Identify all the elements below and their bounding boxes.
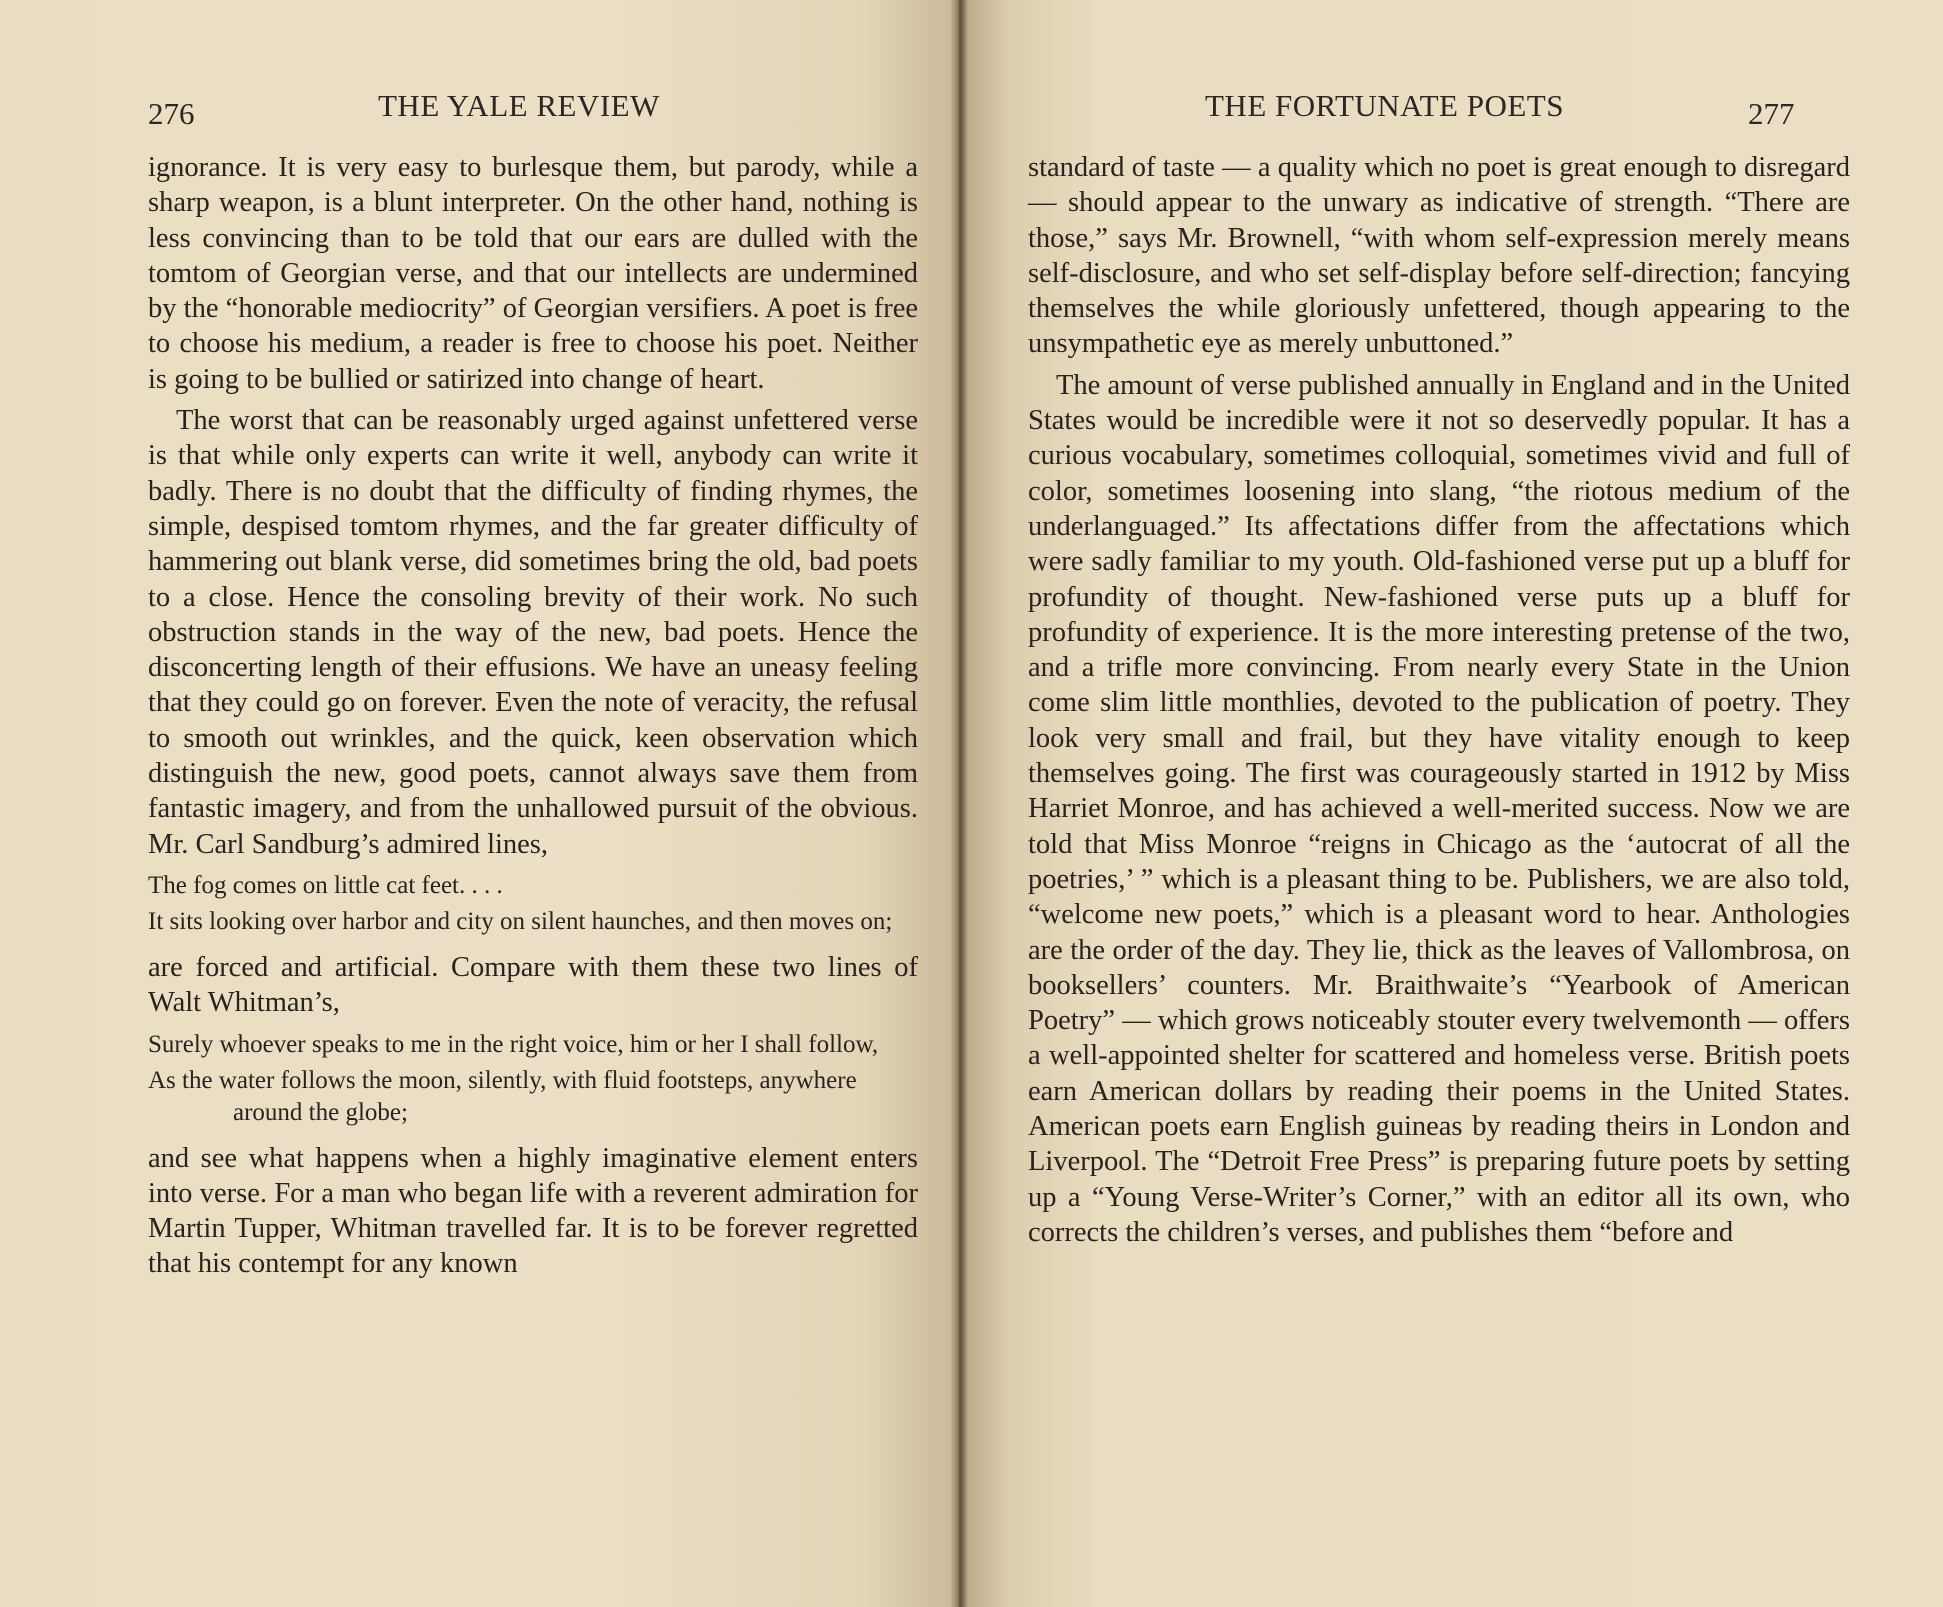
- paragraph: standard of taste — a quality which no poet is great enough to disregard — should appear to the unwary as indicative of strength. “There are those,” says Mr. Brownell, “with whom self-expression merely means self-disclosure, and who set self-display before self-direction; fancying themselves the while gloriously unfettered, though appearing to the unsympathetic eye as merely unbuttoned.”: [1028, 152, 1850, 360]
- right-page: [960, 0, 1943, 1607]
- block-quote-whitman: [148, 1029, 918, 1129]
- left-page-body: [148, 150, 918, 1282]
- right-running-head: THE FORTUNATE POETS: [1205, 88, 1564, 123]
- quote-line: It sits looking over harbor and city on silent haunches, and then moves on;: [148, 907, 893, 935]
- block-quote-sandburg: [148, 870, 918, 938]
- left-running-head: THE YALE REVIEW: [378, 88, 660, 123]
- left-page: [0, 0, 960, 1607]
- paragraph: are forced and artificial. Compare with them these two lines of Walt Whitman’s,: [148, 951, 918, 1019]
- book-gutter: [950, 0, 968, 1607]
- paragraph: The worst that can be reasonably urged against unfettered verse is that while only experts can write it well, anybody can write it badly. There is no doubt that the difficulty of finding rhymes, the simple, despised tomtom rhymes, and the far greater difficulty of hammering out blank verse, did sometimes bring the old, bad poets to a close. Hence the consoling brevity of their work. No such obstruction stands in the way of the new, bad poets. Hence the disconcerting length of their effusions. We have an uneasy feeling that they could go on forever. Even the note of veracity, the refusal to smooth out wrinkles, and the quick, keen observation which distinguish the new, good poets, cannot always save them from fantastic imagery, and from the unhallowed pursuit of the obvious. Mr. Carl Sandburg’s admired lines,: [148, 405, 918, 860]
- quote-line: As the water follows the moon, silently, with fluid footsteps, anywhere around the globe;: [148, 1066, 857, 1126]
- left-page-number: 276: [148, 96, 195, 131]
- right-page-body: [1028, 150, 1850, 1250]
- right-page-number: 277: [1748, 96, 1795, 131]
- paragraph: and see what happens when a highly imaginative element enters into verse. For a man who began life with a reverent admiration for Martin Tupper, Whitman travelled far. It is to be forever regretted that his contempt for any known: [148, 1142, 918, 1280]
- paragraph: ignorance. It is very easy to burlesque them, but parody, while a sharp weapon, is a blunt interpreter. On the other hand, nothing is less convincing than to be told that our ears are dulled with the tomtom of Georgian verse, and that our intellects are undermined by the “honorable mediocrity” of Georgian versifiers. A poet is free to choose his medium, a reader is free to choose his poet. Neither is going to be bullied or satirized into change of heart.: [148, 152, 918, 395]
- quote-line: Surely whoever speaks to me in the right voice, him or her I shall follow,: [148, 1030, 879, 1058]
- quote-line: The fog comes on little cat feet. . . .: [148, 871, 503, 899]
- paragraph: The amount of verse published annually in England and in the United States would be incredible were it not so deservedly popular. It has a curious vocabulary, sometimes colloquial, sometimes vivid and full of color, sometimes loosening into slang, “the riotous medium of the underlanguaged.” Its affectations differ from the affectations which were sadly familiar to my youth. Old-fashioned verse put up a bluff for profundity of thought. New-fashioned verse puts up a bluff for profundity of experience. It is the more interesting pretense of the two, and a trifle more convincing. From nearly every State in the Union come slim little monthlies, devoted to the publication of poetry. They look very small and frail, but they have vitality enough to keep themselves going. The first was courageously started in 1912 by Miss Harriet Monroe, and has achieved a well-merited success. Now we are told that Miss Monroe “reigns in Chicago as the ‘autocrat of all the poetries,’ ” which is a pleasant thing to be. Publishers, we are also told, “welcome new poets,” which is a pleasant word to hear. Anthologies are the order of the day. They lie, thick as the leaves of Vallombrosa, on booksellers’ counters. Mr. Braithwaite’s “Yearbook of American Poetry” — which grows noticeably stouter every twelvemonth — offers a well-appointed shelter for scattered and homeless verse. British poets earn American dollars by reading their poems in the United States. American poets earn English guineas by reading theirs in London and Liverpool. The “Detroit Free Press” is preparing future poets by setting up a “Young Verse-Writer’s Corner,” with an editor all its own, who corrects the children’s verses, and publishes them “before and: [1028, 369, 1850, 1248]
